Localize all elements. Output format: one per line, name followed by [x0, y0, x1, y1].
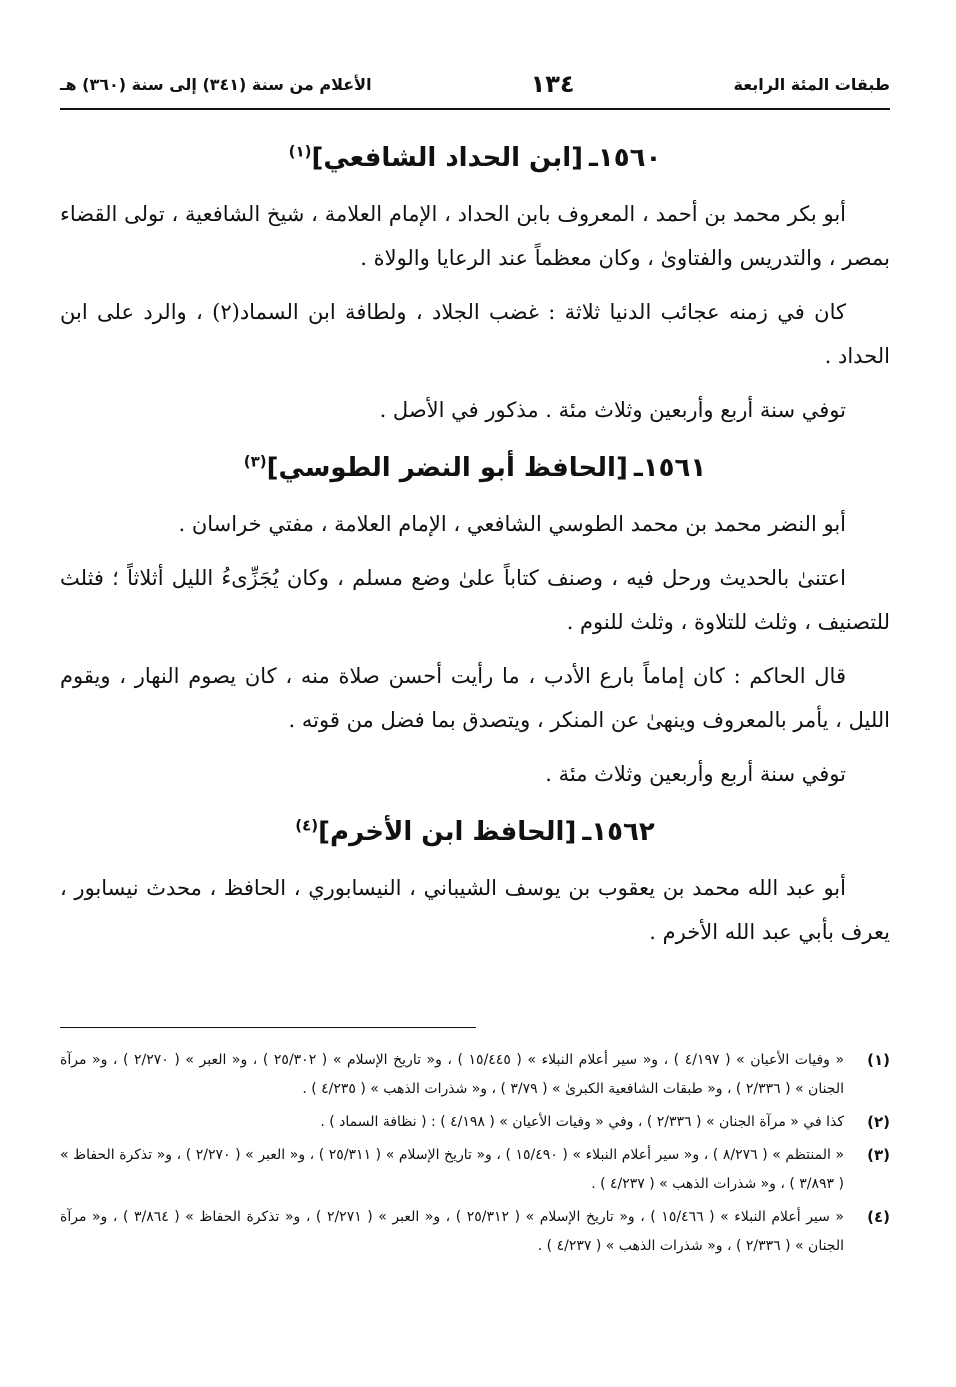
footnote [60, 1141, 890, 1199]
footnotes [60, 1046, 890, 1265]
footnote-number: (١) [867, 1051, 890, 1069]
footnote-text: كذا في « مرآة الجنان » ( ٢/٣٣٦ ) ، وفي « وفيات الأعيان » ( ٤/١٩٨ ) : ( نظافة السماد ) . [320, 1114, 844, 1130]
entry-paragraph: اعتنىٰ بالحديث ورحل فيه ، وصنف كتاباً علىٰ وضع مسلم ، وكان يُجَزِّىءُ الليل أثلاثاً ؛ فثلث للتصنيف ، وثلث للتلاوة ، وثلث للنوم . [60, 566, 890, 634]
footnote-ref: (٤) [295, 816, 319, 835]
entry-title: [الحافظ ابن الأخرم] [318, 817, 577, 847]
footnote-text: « وفيات الأعيان » ( ٤/١٩٧ ) ، و« سير أعلام النبلاء » ( ١٥/٤٤٥ ) ، و« تاريخ الإسلام » ( ٢٥/٣٠٢ ) ، و« العبر » ( ٢/٢٧٠ ) ، و« مرآة الجنان » ( ٢/٣٣٦ ) ، و« طبقات الشافعية الكبرىٰ » ( ٣/٧٩ ) ، و« شذرات الذهب » ( ٤/٢٣٥ ) . [60, 1052, 845, 1097]
entry-heading-1561 [60, 448, 890, 488]
running-head-book-title: طبقات المئة الرابعة [733, 74, 890, 94]
main-text [60, 122, 890, 964]
entry-number: ١٥٦٠ـ [589, 143, 662, 173]
footnote-number: (٣) [867, 1146, 890, 1164]
footnote-text: « المنتظم » ( ٨/٢٧٦ ) ، و« سير أعلام النبلاء » ( ١٥/٤٩٠ ) ، و« تاريخ الإسلام » ( ٢٥/٣١١ ) ، و« العبر » ( ٢/٢٧٠ ) ، و« تذكرة الحفاظ » ( ٣/٨٩٣ ) ، و« شذرات الذهب » ( ٤/٢٣٧ ) . [60, 1147, 845, 1192]
footnote-text: « سير أعلام النبلاء » ( ١٥/٤٦٦ ) ، و« تاريخ الإسلام » ( ٢٥/٣١٢ ) ، و« العبر » ( ٢/٢٧١ ) ، و« تذكرة الحفاظ » ( ٣/٨٦٤ ) ، و« مرآة الجنان » ( ٢/٣٣٦ ) ، و« شذرات الذهب » ( ٤/٢٣٧ ) . [60, 1209, 844, 1254]
footnote-ref: (١) [288, 142, 312, 161]
footnote [60, 1108, 890, 1137]
footnote-separator [60, 1027, 476, 1028]
entry-paragraph: توفي سنة أربع وأربعين وثلاث مئة . مذكور في الأصل . [379, 398, 846, 422]
footnote [60, 1046, 890, 1104]
entry-paragraph: أبو النضر محمد بن محمد الطوسي الشافعي ، الإمام العلامة ، مفتي خراسان . [178, 512, 846, 536]
header-rule [60, 108, 890, 110]
entry-number: ١٥٦٢ـ [582, 817, 655, 847]
footnote-number: (٢) [867, 1113, 890, 1131]
entry-number: ١٥٦١ـ [633, 453, 707, 483]
entry-paragraph: كان في زمنه عجائب الدنيا ثلاثة : غضب الجلاد ، ولطافة ابن السماد(٢) ، والرد على ابن الحداد . [60, 300, 890, 368]
entry-title: [ابن الحداد الشافعي] [311, 143, 584, 173]
page-number: ١٣٤ [530, 70, 575, 98]
entry-title: [الحافظ أبو النضر الطوسي] [266, 453, 628, 483]
running-head [60, 66, 890, 102]
entry-paragraph: توفي سنة أربع وأربعين وثلاث مئة . [545, 762, 846, 786]
running-head-section-title: الأعلام من سنة (٣٤١) إلى سنة (٣٦٠) هـ [60, 74, 372, 94]
footnote-number: (٤) [867, 1208, 890, 1226]
footnote [60, 1203, 890, 1261]
entry-paragraph: أبو عبد الله محمد بن يعقوب بن يوسف الشيباني ، النيسابوري ، الحافظ ، محدث نيسابور ، يعرف بأبي عبد الله الأخرم . [60, 876, 890, 944]
entry-heading-1560 [60, 138, 890, 178]
entry-paragraph: قال الحاكم : كان إماماً بارع الأدب ، ما رأيت أحسن صلاة منه ، كان يصوم النهار ، ويقوم الليل ، يأمر بالمعروف وينهىٰ عن المنكر ، ويتصدق بما فضل من قوته . [60, 664, 890, 732]
entry-heading-1562 [60, 812, 890, 852]
entry-paragraph: أبو بكر محمد بن أحمد ، المعروف بابن الحداد ، الإمام العلامة ، شيخ الشافعية ، تولى القضاء بمصر ، والتدريس والفتاوىٰ ، وكان معظماً عند الرعايا والولاة . [60, 202, 890, 270]
footnote-ref: (٣) [243, 452, 267, 471]
